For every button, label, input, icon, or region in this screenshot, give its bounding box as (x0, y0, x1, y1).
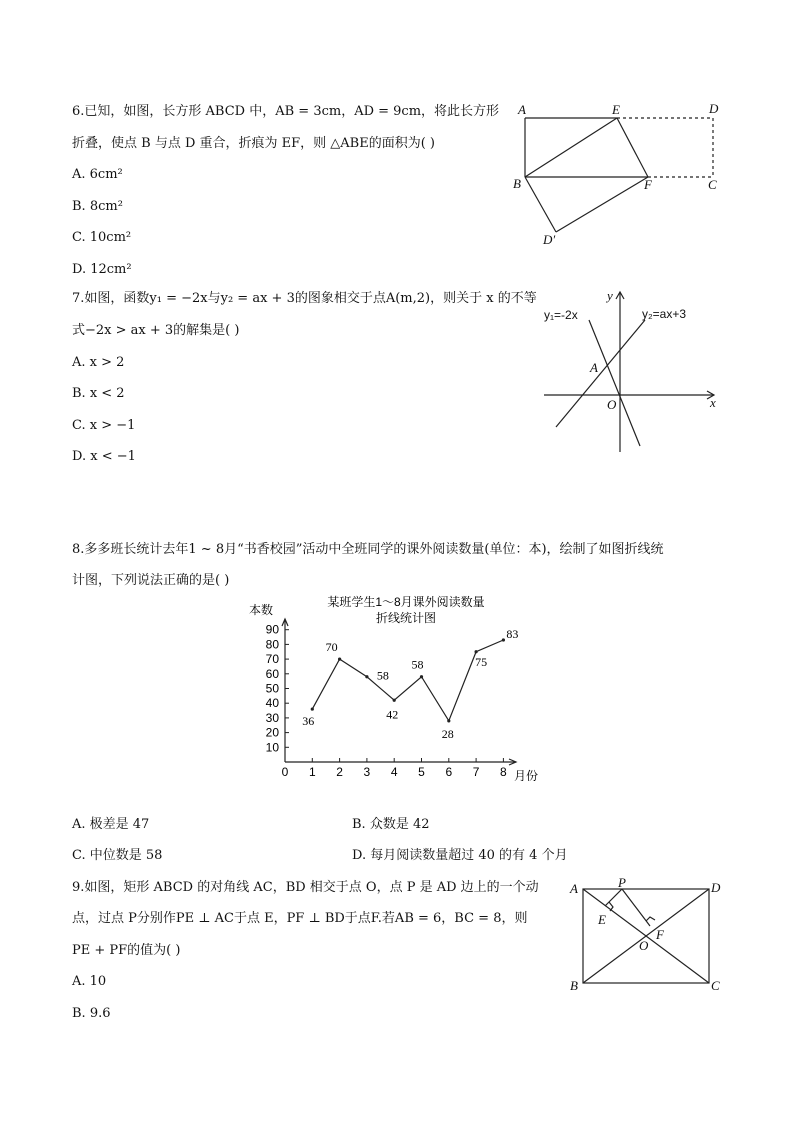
q7-function-graph (535, 284, 725, 456)
chart-y-tick-label: 50 (265, 681, 279, 696)
chart-y-label: 本数 (249, 603, 274, 617)
q8-line-chart (240, 590, 550, 790)
q8-option-b: B. 众数是 42 (352, 817, 430, 832)
q6-option-a: A. 6cm² (72, 167, 123, 182)
chart-x-tick-label: 6 (445, 765, 453, 779)
q9-stem-line1: 9.如图，矩形 ABCD 的对角线 AC，BD 相交于点 O，点 P 是 AD 边上的一个动 (72, 880, 539, 895)
q9-label-e: E (598, 912, 606, 927)
q9-stem-line3: PE + PF的值为( ) (72, 943, 181, 958)
chart-x-tick-label: 0 (281, 765, 289, 779)
chart-data-label: 58 (411, 657, 424, 672)
q7-option-d: D. x < −1 (72, 449, 136, 464)
q9-label-b: B (570, 978, 578, 993)
q7-label-x: x (710, 395, 716, 410)
q6-segment-be (525, 118, 617, 177)
chart-data-point (420, 675, 423, 678)
q9-label-a: A (570, 881, 578, 896)
q9-stem-line2: 点，过点 P分别作PE ⊥ AC于点 E，PF ⊥ BD于点F.若AB = 6，BC = 8，则 (72, 911, 528, 926)
chart-data-label: 28 (441, 726, 454, 741)
chart-y-tick-label: 70 (265, 652, 279, 667)
q6-segment-bdp (525, 177, 556, 232)
chart-x-tick-label: 1 (308, 765, 316, 779)
chart-x-label: 月份 (514, 769, 539, 783)
q6-folding-figure (508, 98, 728, 250)
q7-stem-line2: 式−2x > ax + 3的解集是( ) (72, 323, 240, 338)
q7-label-y2: y₂=ax+3 (642, 307, 687, 321)
chart-data-label: 36 (302, 714, 315, 729)
q8-stem-line2: 计图，下列说法正确的是( ) (72, 573, 230, 588)
q9-label-d: D (711, 880, 721, 895)
chart-data-point (447, 719, 450, 722)
q6-label-f: F (644, 177, 652, 192)
q6-label-dprime: D′ (543, 232, 556, 247)
chart-y-tick-label: 80 (265, 637, 279, 652)
chart-data-label: 42 (386, 707, 399, 722)
chart-subtitle: 折线统计图 (375, 611, 437, 625)
q6-label-c: C (708, 177, 717, 192)
q6-dashed-edges (617, 118, 713, 177)
chart-x-tick-label: 5 (418, 765, 425, 779)
chart-data-point (393, 699, 396, 702)
q9-rectangle-figure (562, 874, 732, 996)
q8-stem-line1: 8.多多班长统计去年1 ~ 8月“书香校园”活动中全班同学的课外阅读数量(单位：本)，绘制了如图折线统 (72, 542, 664, 557)
q6-stem-line1: 6.已知，如图，长方形 ABCD 中，AB = 3cm，AD = 9cm，将此长方形 (72, 104, 500, 119)
chart-y-tick-label: 60 (265, 666, 279, 681)
q9-label-p: P (618, 875, 626, 890)
q9-option-a: A. 10 (72, 974, 107, 989)
q7-option-c: C. x > −1 (72, 418, 136, 433)
chart-x-tick-label: 7 (472, 765, 480, 779)
q6-option-d: D. 12cm² (72, 262, 132, 277)
q7-label-a: A (590, 360, 598, 375)
q8-option-c: C. 中位数是 58 (72, 848, 163, 863)
chart-data-point (502, 638, 505, 641)
q8-option-d: D. 每月阅读数量超过 40 的有 4 个月 (352, 848, 568, 863)
q9-right-angle-e (609, 902, 613, 911)
chart-data-point (365, 675, 368, 678)
q6-label-a: A (518, 102, 526, 117)
chart-y-tick-label: 10 (265, 740, 279, 755)
q9-label-o: O (639, 938, 649, 953)
q7-line-y1 (589, 320, 640, 446)
q7-option-b: B. x < 2 (72, 386, 125, 401)
chart-data-point (338, 658, 341, 661)
chart-data-label: 70 (325, 640, 338, 655)
chart-x-tick-label: 2 (336, 765, 343, 779)
q9-right-angle-f (646, 917, 655, 921)
q6-stem-line2: 折叠，使点 B 与点 D 重合，折痕为 EF，则 △ABE的面积为( ) (72, 136, 435, 151)
chart-y-tick-label: 30 (265, 710, 279, 725)
chart-data-label: 58 (376, 668, 389, 683)
chart-y-tick-label: 90 (265, 622, 279, 637)
chart-x-tick-label: 4 (390, 765, 398, 779)
chart-data-label: 75 (475, 654, 488, 669)
q6-option-b: B. 8cm² (72, 199, 123, 214)
chart-x-tick-label: 3 (363, 765, 371, 779)
chart-y-tick-label: 20 (265, 725, 279, 740)
q9-option-b: B. 9.6 (72, 1006, 111, 1021)
q6-label-e: E (612, 102, 620, 117)
q9-label-f: F (656, 927, 664, 942)
q7-stem-line1: 7.如图，函数y₁ = −2x与y₂ = ax + 3的图象相交于点A(m,2)，则关于 x 的不等 (72, 291, 537, 306)
chart-data-point (475, 650, 478, 653)
q9-segment-pe (605, 889, 622, 906)
chart-y-tick-label: 40 (265, 696, 279, 711)
q7-option-a: A. x > 2 (72, 355, 125, 370)
q7-label-o: O (607, 397, 617, 412)
q7-label-y: y (607, 288, 613, 303)
q7-line-y2 (556, 320, 645, 427)
q6-option-c: C. 10cm² (72, 230, 132, 245)
q6-label-d: D (709, 101, 719, 116)
chart-data-point (311, 707, 314, 710)
q7-label-y1: y₁=-2x (544, 308, 578, 322)
chart-data-label: 83 (506, 626, 519, 641)
q9-label-c: C (711, 978, 720, 993)
chart-title: 某班学生1～8月课外阅读数量 (327, 595, 485, 609)
chart-x-tick-label: 8 (500, 765, 507, 779)
q6-label-b: B (513, 176, 521, 191)
q6-segment-ef (617, 118, 648, 177)
q8-option-a: A. 极差是 47 (72, 817, 150, 832)
q6-segment-dpf (556, 177, 648, 232)
